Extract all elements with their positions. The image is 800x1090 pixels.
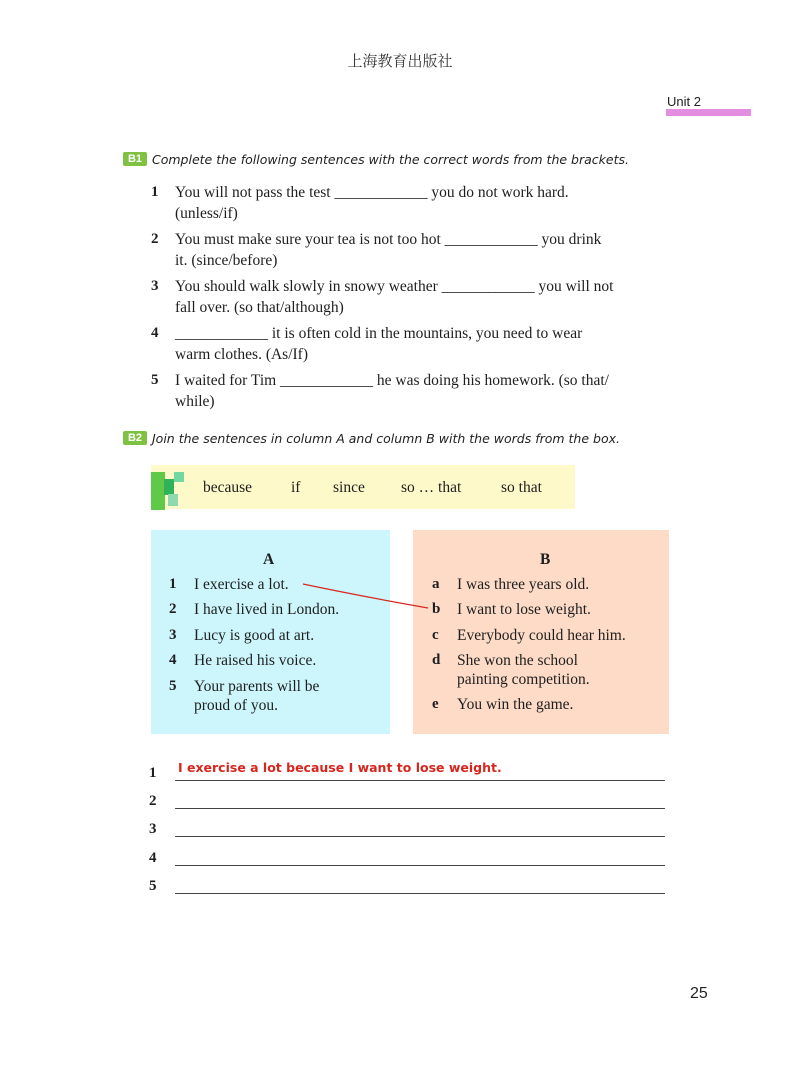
b1-question-line: it. (since/before) [175, 252, 278, 269]
b1-question-line: warm clothes. (As/If) [175, 346, 308, 363]
b1-question-line: (unless/if) [175, 205, 238, 222]
column-a-heading: A [263, 551, 275, 568]
column-b-letter: b [432, 601, 441, 617]
b1-instruction: Complete the following sentences with the correct words from the brackets. [152, 152, 629, 167]
b2-instruction: Join the sentences in column A and column B with the words from the box. [152, 431, 620, 446]
answer-line[interactable] [175, 865, 665, 866]
page-number: 25 [690, 985, 708, 1002]
answer-number: 5 [149, 878, 157, 894]
b1-question-number: 5 [151, 372, 159, 388]
box-word: so that [501, 479, 542, 496]
b1-question-line: You must make sure your tea is not too hot ____________ you drink [175, 231, 602, 248]
answer-line[interactable] [175, 836, 665, 837]
column-a-number: 3 [169, 627, 177, 643]
column-a-number: 1 [169, 576, 177, 592]
answer-handwritten: I exercise a lot because I want to lose weight. [178, 760, 502, 775]
column-a-item-line: Your parents will be [194, 678, 320, 695]
b1-question-number: 3 [151, 278, 159, 294]
column-a-item-line: proud of you. [194, 697, 278, 714]
b1-question-number: 1 [151, 184, 159, 200]
column-a-item: I exercise a lot. [194, 576, 289, 593]
box-word: if [291, 479, 301, 496]
column-a-item: Lucy is good at art. [194, 627, 315, 644]
b1-question-number: 4 [151, 325, 159, 341]
column-a-number: 5 [169, 678, 177, 694]
column-b-item: I was three years old. [457, 576, 590, 593]
b1-tag: B1 [123, 152, 147, 166]
answer-number: 3 [149, 821, 157, 837]
column-a-item: He raised his voice. [194, 652, 317, 669]
column-a-item: I have lived in London. [194, 601, 340, 618]
column-b-letter: d [432, 652, 441, 668]
box-word: since [333, 479, 365, 496]
box-word: because [203, 479, 253, 496]
box-word: so … that [401, 479, 462, 496]
b2-tag: B2 [123, 431, 147, 445]
answer-number: 1 [149, 765, 157, 781]
column-b-letter: c [432, 627, 439, 643]
answer-number: 4 [149, 850, 157, 866]
column-b-item-line: She won the school [457, 652, 578, 669]
answer-line[interactable] [175, 808, 665, 809]
b1-question-line: ____________ it is often cold in the mountains, you need to wear [175, 325, 583, 342]
b1-question-line: while) [175, 393, 215, 410]
column-b-item: You win the game. [457, 696, 574, 713]
column-b-heading: B [540, 551, 551, 568]
answer-line[interactable] [175, 780, 665, 781]
column-b-letter: e [432, 696, 439, 712]
answer-number: 2 [149, 793, 157, 809]
column-b-item: Everybody could hear him. [457, 627, 626, 644]
b1-question-number: 2 [151, 231, 159, 247]
column-a-number: 4 [169, 652, 177, 668]
b1-question-line: You should walk slowly in snowy weather ____________ you will not [175, 278, 614, 295]
answer-line[interactable] [175, 893, 665, 894]
column-b-letter: a [432, 576, 440, 592]
b1-question-line: I waited for Tim ____________ he was doing his homework. (so that/ [175, 372, 609, 389]
b1-question-line: You will not pass the test ____________ you do not work hard. [175, 184, 569, 201]
column-b-item: I want to lose weight. [457, 601, 591, 618]
column-b-item-line: painting competition. [457, 671, 590, 688]
match-line-1-b [303, 584, 428, 608]
column-a-number: 2 [169, 601, 177, 617]
publisher-name: 上海教育出版社 [347, 52, 453, 70]
unit-label: Unit 2 [667, 94, 701, 109]
b1-question-line: fall over. (so that/although) [175, 299, 344, 316]
